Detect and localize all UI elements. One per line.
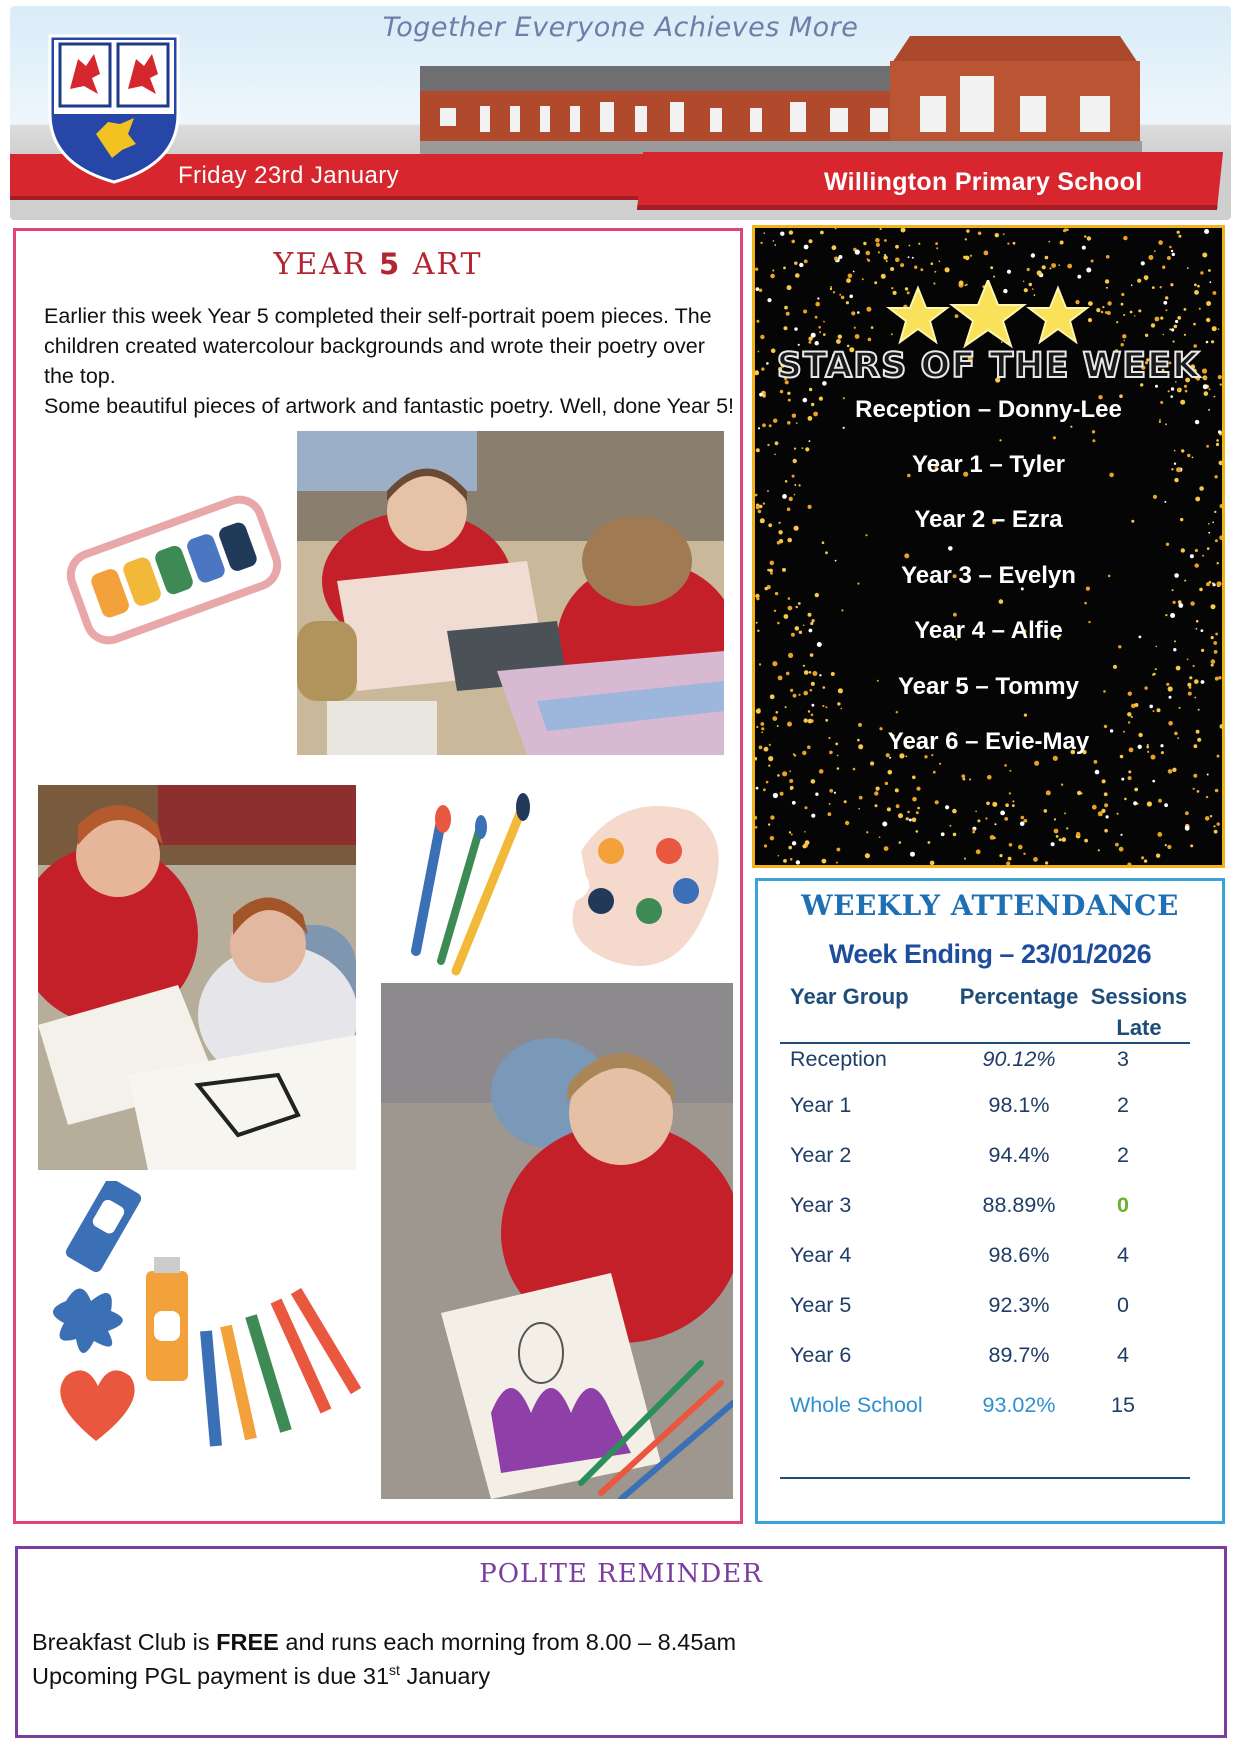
attendance-cell-percentage: 88.89% — [982, 1193, 1056, 1217]
attendance-cell-late: 4 — [1117, 1243, 1129, 1267]
star-entry: Year 6 – Evie-May — [887, 728, 1090, 755]
attendance-cell-late: 2 — [1117, 1143, 1129, 1167]
attendance-cell-group: Year 1 — [790, 1093, 852, 1117]
header-year-group: Year Group — [790, 984, 909, 1009]
star-entry: Year 2 – Ezra — [914, 506, 1063, 533]
pupils-sketching-photo — [38, 785, 356, 1170]
paint-tubes-and-pencils-icon — [36, 1181, 376, 1451]
reminder-pgl-payment: Upcoming PGL payment is due 31st January — [32, 1662, 491, 1689]
attendance-cell-late: 15 — [1111, 1393, 1135, 1417]
table-footer-divider — [780, 1477, 1190, 1479]
star-entry: Year 4 – Alfie — [914, 617, 1063, 644]
art-description — [44, 301, 734, 421]
attendance-cell-percentage: 90.12% — [982, 1047, 1056, 1071]
star-entry: Year 1 – Tyler — [912, 451, 1065, 478]
attendance-cell-group: Reception — [790, 1047, 887, 1071]
star-entry: Reception – Donny-Lee — [855, 396, 1122, 423]
reminder-breakfast-club: Breakfast Club is FREE and runs each morning from 8.00 – 8.45am — [32, 1629, 737, 1655]
year5-art-panel — [13, 228, 743, 1524]
attendance-cell-percentage: 93.02% — [982, 1393, 1056, 1417]
newsletter-header — [10, 6, 1231, 220]
attendance-cell-group: Year 2 — [790, 1143, 852, 1167]
attendance-cell-percentage: 98.6% — [988, 1243, 1050, 1267]
attendance-cell-group: Year 6 — [790, 1343, 852, 1367]
star-entry: Year 3 – Evelyn — [901, 562, 1076, 589]
attendance-title: WEEKLY ATTENDANCE — [801, 889, 1179, 922]
stars-title: STARS OF THE WEEK — [776, 346, 1201, 386]
table-header-divider — [780, 1042, 1190, 1044]
newsletter-date: Friday 23rd January — [178, 162, 400, 189]
star-entry: Year 5 – Tommy — [898, 673, 1079, 700]
art-paragraph: Some beautiful pieces of artwork and fantastic poetry. Well, done Year 5! — [44, 394, 734, 418]
header-sessions-late: Sessions Late — [1090, 984, 1188, 1040]
attendance-cell-late: 4 — [1117, 1343, 1129, 1367]
pupil-drawing-portrait-photo — [381, 983, 733, 1499]
watercolour-paint-tray-icon — [54, 485, 294, 655]
attendance-cell-percentage: 92.3% — [988, 1293, 1050, 1317]
school-name: Willington Primary School — [824, 168, 1143, 196]
weekly-attendance-panel — [755, 878, 1225, 1524]
school-building-illustration — [420, 36, 1200, 154]
school-motto: Together Everyone Achieves More — [382, 12, 859, 43]
art-paragraph: Earlier this week Year 5 completed their self-portrait poem pieces. The children created watercolour backgrounds and wrote their poetry over the top. — [44, 304, 712, 388]
attendance-cell-group: Year 3 — [790, 1193, 852, 1217]
header-percentage: Percentage — [959, 984, 1079, 1009]
attendance-cell-late: 0 — [1117, 1293, 1129, 1317]
attendance-cell-late: 3 — [1117, 1047, 1129, 1071]
school-crest-icon — [48, 34, 180, 184]
attendance-week-ending: Week Ending – 23/01/2026 — [828, 939, 1152, 969]
attendance-cell-percentage: 89.7% — [988, 1343, 1050, 1367]
attendance-cell-percentage: 94.4% — [988, 1143, 1050, 1167]
pupils-painting-photo — [297, 431, 724, 755]
attendance-cell-group: Year 5 — [790, 1293, 852, 1317]
reminder-title: POLITE REMINDER — [479, 1559, 763, 1589]
stars-trophy-icon — [883, 280, 1093, 350]
paintbrushes-and-palette-icon — [401, 791, 731, 991]
art-section-title: YEAR 5 ART — [273, 247, 483, 282]
attendance-cell-late: 0 — [1117, 1193, 1129, 1217]
attendance-cell-group: Year 4 — [790, 1243, 852, 1267]
attendance-cell-percentage: 98.1% — [988, 1093, 1050, 1117]
attendance-cell-group: Whole School — [790, 1393, 923, 1417]
stars-of-the-week-panel — [752, 225, 1225, 868]
polite-reminder-panel — [15, 1546, 1227, 1738]
attendance-cell-late: 2 — [1117, 1093, 1129, 1117]
